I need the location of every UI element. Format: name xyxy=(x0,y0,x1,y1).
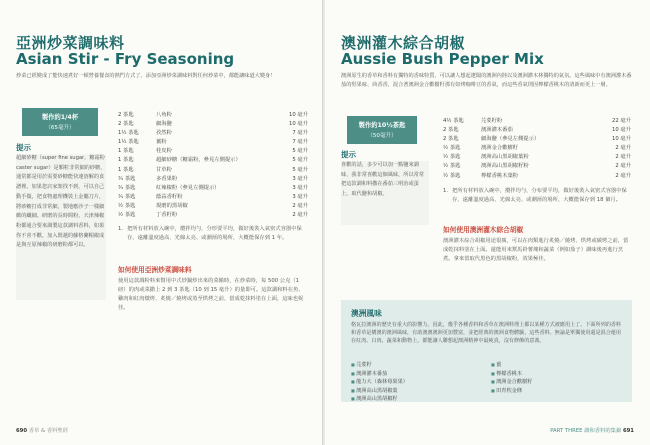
ingredient-row xyxy=(118,147,308,156)
ingredient-qty: 1 茶匙 xyxy=(118,166,134,173)
ingredient-name: 薑粉 xyxy=(156,139,167,146)
ingredient-amount: 3 毫升 xyxy=(292,175,308,182)
ingredient-name: 芫荽籽粉 xyxy=(481,118,503,124)
ingredient-amount: 2 毫升 xyxy=(615,145,631,152)
yield-amount: 製作約1/4杯 xyxy=(41,114,79,121)
feature-list-item: ■ 檸檬香桃木 xyxy=(491,370,621,379)
tip-label: 提示 xyxy=(341,149,356,162)
ingredient-qty: ½ 茶匙 xyxy=(443,172,461,179)
feature-list-left xyxy=(351,361,481,404)
ingredient-row xyxy=(443,117,631,126)
page-footer xyxy=(16,426,68,434)
feature-list-item: ■ 澳洲灌木番茄 xyxy=(351,370,481,379)
page-footer xyxy=(550,426,634,434)
ingredient-qty: ½ 茶匙 xyxy=(118,212,136,219)
ingredient-row xyxy=(118,120,308,129)
ingredient-name: 紅辣椒粉（參見左側提示） xyxy=(156,184,220,191)
ingredient-qty: 2 茶匙 xyxy=(443,127,459,134)
feature-box xyxy=(341,300,632,402)
ingredient-amount: 10 毫升 xyxy=(611,136,631,143)
usage-text: 澳洲灌木綜合胡椒用途很廣，可以在肉類進行炙燒／燒烤、烘烤或碳烤之前，當成乾抹料塗在上面。還能用來幫馬鈴薯塊和蔬菜（例如茄子）調味後再進行烹煮。拿來當取代黑色的黑胡椒粉，效果極佳。 xyxy=(443,238,629,262)
ingredient-row xyxy=(118,129,308,138)
ingredient-name: 桂皮粉 xyxy=(156,148,172,155)
ingredient-qty: 2 茶匙 xyxy=(118,112,134,118)
ingredient-name: 丁香籽粉 xyxy=(156,212,178,219)
instruction-step xyxy=(443,187,631,205)
ingredient-qty: 2 茶匙 xyxy=(443,136,459,143)
ingredient-row xyxy=(443,126,631,135)
ingredient-row xyxy=(118,156,308,165)
ingredient-row xyxy=(118,166,308,175)
page-title-zh: 亞洲炒菜調味料 xyxy=(16,34,125,52)
yield-metric: （50毫升） xyxy=(367,133,397,139)
feature-list-right xyxy=(491,361,621,395)
ingredient-amount: 2 毫升 xyxy=(292,202,308,209)
ingredient-amount: 7 毫升 xyxy=(292,139,308,146)
feature-list-item: ■ 澳洲高山黑胡椒籽 xyxy=(351,395,481,404)
ingredient-name: 超細砂糖（糖霜粉，參見左側提示） xyxy=(156,157,241,164)
ingredient-name: 多香果粉 xyxy=(156,175,178,182)
yield-box xyxy=(22,108,98,136)
ingredient-amount: 2 毫升 xyxy=(292,212,308,219)
ingredient-name: 澳洲金合歡樹籽 xyxy=(481,145,519,152)
yield-box xyxy=(347,116,417,144)
feature-list-item: ■ 薑 xyxy=(491,361,621,370)
tip-text: 超細砂糖（super fine sugar，糖霜粉 caster sugar）是顆粒非常細的砂糖，通常都是用於需要砂糖能快速溶解的食譜裡。如果您店家架找不到，可以自己動手做，把食物處理機裝上金屬刀片，將砂糖打成非常細，製地應沙子一樣細緻的纖細。研磨的長時間粉，天津辣椒粉都通合要來調製這款調料香料，如果你不喜不歡，加入既越的蘇格蘭帽椒成是與互原辣椒的研磨粉都可以。 xyxy=(16,154,106,300)
yield-metric: （65毫升） xyxy=(45,125,75,131)
page-title-en: Aussie Bush Pepper Mix xyxy=(341,50,544,68)
ingredient-name: 檸檬香桃木葉粉 xyxy=(481,172,519,179)
ingredient-amount: 3 毫升 xyxy=(292,193,308,200)
ingredient-qty: ¾ 茶匙 xyxy=(118,184,136,191)
page-title-en: Asian Stir - Fry Seasoning xyxy=(16,50,235,68)
feature-text: 格瓦拉澳洲的歷史有重大的影響力，因此，幾乎各種香料和香草在澳洲料理上都以某種方式被應用上了。下面所列的香料和香草是構澳的澳洲風味，有助澳澳澳洲更加豐富，並把經典的澳洲食物體驗，這些香料、無論是單獨使用還是混合運用在紅肉、白肉、蔬菜和動物上，都能讓人聯想起澳洲精神中最純真，沒有修飾的意義。 xyxy=(351,322,621,345)
ingredient-name: 澳洲高山黑胡椒葉粉 xyxy=(481,154,529,161)
ingredient-row xyxy=(443,172,631,181)
ingredient-amount: 5 毫升 xyxy=(292,148,308,155)
ingredient-amount: 2 毫升 xyxy=(615,163,631,170)
ingredient-name: 細海鹽 xyxy=(156,121,172,128)
instruction-step xyxy=(118,225,308,243)
ingredient-amount: 5 毫升 xyxy=(292,166,308,173)
ingredient-name: 八角粉 xyxy=(156,112,172,118)
feature-list-item: ■ 田青枕金條 xyxy=(491,387,621,396)
ingredient-qty: 1½ 茶匙 xyxy=(118,139,139,146)
step-text: 把所有材料放入碗中，攪拌均勻，分布要平均，做好後裝入氣密式容器中保存，遠離溫度過高、光線太亮、或潮溼的場所，大概能保存到 18 個月。 xyxy=(452,188,627,203)
feature-list-item: ■ 龍力大（森林莓果果） xyxy=(351,378,481,387)
ingredient-row xyxy=(443,135,631,144)
ingredient-list xyxy=(443,117,631,181)
ingredient-qty: ½ 茶匙 xyxy=(443,163,461,170)
ingredient-name: 甘草粉 xyxy=(156,166,172,173)
ingredient-qty: ¾ 茶匙 xyxy=(118,193,136,200)
ingredient-amount: 10 毫升 xyxy=(611,127,631,134)
ingredient-row xyxy=(443,153,631,162)
section-title: PART THREE 調和香料的集錦 xyxy=(550,428,622,434)
ingredient-row xyxy=(443,162,631,171)
usage-heading: 如何使用亞洲炒菜調味料 xyxy=(118,266,192,274)
feature-list-item: ■ 澳洲高山黑胡椒葉 xyxy=(351,387,481,396)
usage-heading: 如何使用澳洲灌木綜合胡椒 xyxy=(443,226,524,234)
ingredient-amount: 3 毫升 xyxy=(292,184,308,191)
ingredient-row xyxy=(443,144,631,153)
step-number: 1. xyxy=(118,226,124,232)
ingredient-qty: ¾ 茶匙 xyxy=(118,175,136,182)
ingredient-name: 澳洲灌木番茄 xyxy=(481,127,513,134)
usage-text: 使用這款調粉料來幫用中式炒鍋炒出來的菜餚時，在炒菜時，每 500 公克（1 磅）的肉或菜撒上 2 到 3 茶匙（10 到 15 毫升）的量即可。這款調和料在魚、雞肉和紅肉燉烤、炙燒／燒烤或蒸至烘烤之前，當成乾抹料塗在上面，這味也妮佳。 xyxy=(118,278,304,311)
ingredient-qty: 1½ 茶匙 xyxy=(118,130,139,137)
book-title: 香草 & 香料聖經 xyxy=(28,428,69,434)
tip-label: 提示 xyxy=(16,142,31,155)
ingredient-name: 細海鹽（參見左側提示） xyxy=(481,136,540,143)
ingredient-amount: 10 毫升 xyxy=(288,121,308,128)
page-number: 691 xyxy=(622,428,634,434)
feature-list-item: ■ 芫荽籽 xyxy=(351,361,481,370)
yield-amount: 製作約10½茶匙 xyxy=(358,122,406,129)
ingredient-row xyxy=(118,202,308,211)
feature-title: 澳洲風味 xyxy=(351,309,382,318)
ingredient-amount: 2 毫升 xyxy=(615,154,631,161)
ingredient-amount: 7 毫升 xyxy=(292,130,308,137)
ingredient-name: 澳洲高山黑胡椒籽粉 xyxy=(481,163,529,170)
left-page xyxy=(0,0,323,445)
ingredient-amount: 22 毫升 xyxy=(611,118,631,124)
ingredient-list xyxy=(118,111,308,220)
feature-list-item: ■ 澳洲金合歡樹籽 xyxy=(491,378,621,387)
ingredient-qty: 1 茶匙 xyxy=(118,157,134,164)
ingredient-amount: 5 毫升 xyxy=(292,157,308,164)
step-text: 把所有材料放入碗中，攪拌均勻，分形要平均，做好後裝入氣密式容器中保存，遠離溫度過高、光線太亮、或潮溼的場所，大概能保存到 1 年。 xyxy=(127,226,302,241)
page-title-zh: 澳洲灌木綜合胡椒 xyxy=(341,34,466,52)
ingredient-name: 蔭蒜香籽粉 xyxy=(156,193,183,200)
ingredient-qty: ½ 茶匙 xyxy=(443,154,461,161)
ingredient-row xyxy=(118,175,308,184)
ingredient-qty: 2 茶匙 xyxy=(118,121,134,128)
ingredient-qty: ½ 茶匙 xyxy=(118,202,136,209)
ingredient-row xyxy=(118,211,308,220)
intro-text: 炒菜已經變成了能快速煮好一頓營養餐食的熱門方式了，添加亞洲炒菜調味料對任何炒菜中，都能讓味道大變身！ xyxy=(16,73,276,79)
ingredient-row xyxy=(118,111,308,120)
ingredient-amount: 2 毫升 xyxy=(615,172,631,179)
page-number: 690 xyxy=(16,428,28,434)
ingredient-qty: ½ 茶匙 xyxy=(443,145,461,152)
ingredient-qty: 4½ 茶匙 xyxy=(443,118,464,124)
ingredient-name: 現磨的黑胡椒 xyxy=(156,202,188,209)
right-page xyxy=(325,0,650,445)
tip-text: 喜歡的話，多少可以加一點鹽來調味，我非常喜歡這個風味，所以常常把這款調和料撒在番茄三明治或蛋上，取代鹽和胡椒。 xyxy=(341,161,429,225)
intro-text: 澳洲原生的香草和香料有獨特的香味特質，可以讓人想起遼闊的澳洲內陸以及澳洲灌木林獨特的氣氛。這些風味中有澳洲灌木番茄的堅果味、茴香香，混合著澳洲金合歡樹籽那有如烤咖啡豆的香氣，而這些香氣則因檸檬香桃木的清新而更上一層。 xyxy=(341,73,632,88)
ingredient-qty: 1 茶匙 xyxy=(118,148,134,155)
ingredient-row xyxy=(118,184,308,193)
ingredient-row xyxy=(118,193,308,202)
ingredient-row xyxy=(118,138,308,147)
step-number: 1. xyxy=(443,188,449,194)
ingredient-name: 孜然粉 xyxy=(156,130,172,137)
ingredient-amount: 10 毫升 xyxy=(288,112,308,118)
